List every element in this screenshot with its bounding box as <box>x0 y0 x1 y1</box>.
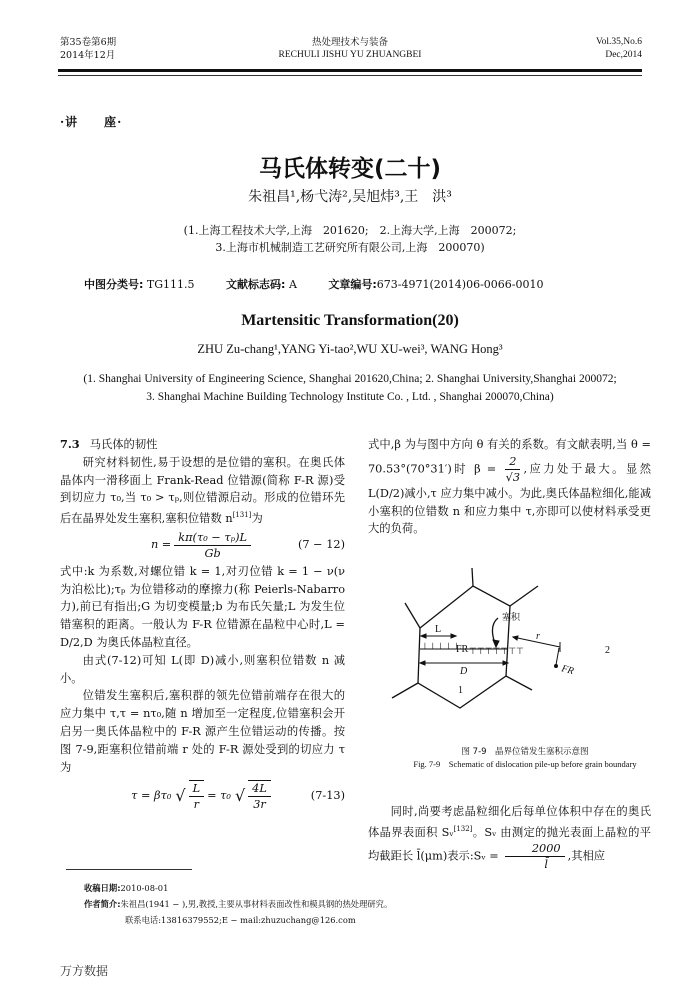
equation-number: (7-13) <box>310 789 345 803</box>
authors-en: ZHU Zu-chang¹,YANG Yi-tao²,WU XU-wei³, WANG Hong³ <box>197 342 503 356</box>
received-value: 2010-08-01 <box>120 883 169 893</box>
fraction-denominator: l̄ <box>544 858 549 872</box>
equation-part: τ = βτ₀ <box>131 789 172 803</box>
equation-part: = τ₀ <box>207 789 231 803</box>
doc-code-value: A <box>288 278 297 291</box>
figure-caption-en: Fig. 7-9 Schematic of dislocation pile-up before grain boundary <box>413 759 637 769</box>
watermark: 万方数据 <box>60 964 109 978</box>
paragraph-text: 研究材料韧性,易于设想的是位错的塞积。在奥氏体晶体内一滑移面上 Frank-Read 位错源(简称 F-R 源)受到切应力 τ₀,当 τ₀ > τₚ,则位错源启动。形成的位错环先后在晶界处发生塞积,塞积位错数 n <box>60 455 345 525</box>
affiliation-en-line1: (1. Shanghai University of Engineering Science, Shanghai 201620,China; 2. Shanghai University,Shanghai 200072; <box>83 373 617 385</box>
volume-issue-cn: 第35卷第6期 <box>60 37 117 48</box>
fraction-denominator: 3r <box>253 798 266 812</box>
footnote-author-bio <box>84 898 392 911</box>
fr-source-right <box>556 648 559 665</box>
section-title: 马氏体的韧性 <box>89 438 158 451</box>
paragraph-text: ,其相应 <box>567 849 606 863</box>
article-no-value: 673-4971(2014)06-0066-0010 <box>376 278 544 291</box>
equation-fraction <box>189 780 205 812</box>
bio-value: 朱祖昌(1941 − ),男,教授,主要从事材料表面改性和模具钢的热处理研究。 <box>120 899 393 909</box>
clc-value: TG111.5 <box>146 278 195 291</box>
affiliation-en-line2: 3. Shanghai Machine Building Technology Institute Co. , Ltd. , Shanghai 200070,China) <box>146 391 554 403</box>
paragraph <box>60 454 345 528</box>
paragraph <box>368 436 651 538</box>
fraction-numerator: L <box>189 781 205 797</box>
svg-text:⊤⊤⊤⊤⊤⊤⊤: ⊤⊤⊤⊤⊤⊤⊤ <box>469 646 524 656</box>
doc-code-label: 文献标志码: <box>226 278 286 291</box>
body-column-right-lower <box>368 803 651 872</box>
boundary-branch <box>510 586 538 606</box>
article-title-en: Martensitic Transformation(20) <box>241 312 459 329</box>
paragraph-text: 同时,尚要考虑晶粒细化后每单位体积中存在的奥氏体晶界表面积 Sᵥ <box>368 805 651 839</box>
paragraph-text: 式中,β 为与图中方向 θ 有关的系数。有文献表明,当 θ = 70.53°(70°31′)时 β = <box>368 438 651 476</box>
paragraph: 由式(7-12)可知 L(即 D)减小,则塞积位错数 n 减小。 <box>60 653 345 685</box>
section-number: 7.3 <box>60 437 80 451</box>
svg-text:⊥⊥⊥⊥⊥: ⊥⊥⊥⊥⊥ <box>421 641 461 651</box>
inline-fraction <box>505 454 520 485</box>
equation-fraction <box>174 530 251 561</box>
paragraph: 式中:k 为系数,对螺位错 k = 1,对刃位错 k = 1 − ν(ν 为泊松比);τₚ 为位错移动的摩擦力(称 Peierls-Nabarro 力),前已有指出;G 为切变模量;b 为布氏矢量;L 为发生位错塞积的距离。一般认为 F-R 位错源在晶粒中心时,L = D/2,D 为奥氏体晶粒直径。 <box>60 564 345 649</box>
fraction-denominator: √3 <box>505 470 521 484</box>
arrow-head <box>451 634 456 638</box>
body-column-left <box>60 436 345 814</box>
label-grain-2: 2 <box>605 645 610 656</box>
authors-cn: 朱祖昌¹,杨弋涛²,吴旭炜³,王 洪³ <box>248 189 452 205</box>
label-L: L <box>435 624 442 635</box>
fraction-numerator: 2000 <box>505 841 564 857</box>
article-no-label: 文章编号: <box>328 278 377 291</box>
paragraph: 位错发生塞积后,塞积群的领先位错前端存在很大的应力集中 τ,τ = nτ₀,随 n 增加至一定程度,位错塞积会开启另一奥氏体晶粒中的 F-R 源产生位错运动的传播。按图 7-9,距塞积位错前端 r 处的 F-R 源处受到的切应力 τ 为 <box>60 689 345 774</box>
equation-lhs: n = <box>150 538 172 552</box>
section-heading <box>60 436 345 454</box>
footnote-contact: 联系电话:13816379552;E − mail:zhuzuchang@126.com <box>125 915 356 925</box>
header-rule-thick <box>58 69 642 72</box>
fraction-denominator: Gb <box>204 546 221 560</box>
fraction-denominator: r <box>193 798 200 812</box>
date-cn: 2014年12月 <box>60 50 116 61</box>
equation-7-13 <box>60 780 345 812</box>
received-label: 收稿日期: <box>84 883 121 893</box>
footnote-received <box>84 882 168 895</box>
date-en: Dec,2014 <box>605 50 642 60</box>
dislocation-symbols <box>421 641 524 656</box>
equation-fraction <box>248 780 271 812</box>
arrow-head <box>513 636 518 640</box>
boundary-branch <box>472 568 473 586</box>
arrow-head <box>420 661 425 665</box>
volume-issue-en: Vol.35,No.6 <box>595 37 642 47</box>
inline-fraction <box>505 841 564 872</box>
figure-caption-cn: 图 7-9 晶界位错发生塞积示意图 <box>461 747 589 757</box>
equation-7-12 <box>60 530 345 561</box>
fraction-numerator: 4L <box>248 781 271 797</box>
paragraph-text: ,应力处于最大。显然 L(D/2)减小,τ 应力集中减小。为此,奥氏体晶粒细化,能减小塞积的位错数 n 和应力集中 τ,亦即可以使材料承受更大的负荷。 <box>368 462 652 536</box>
label-FR-right: FR <box>560 663 575 678</box>
label-r: r <box>536 631 540 642</box>
citation: [132] <box>453 824 473 833</box>
label-FR-left: FR <box>456 644 469 655</box>
label-D: D <box>460 666 468 677</box>
paragraph-text: 为 <box>251 511 263 525</box>
journal-name-en: RECHULI JISHU YU ZHUANGBEI <box>278 50 422 60</box>
footnote-rule <box>66 869 192 870</box>
bio-label: 作者简介: <box>84 899 121 909</box>
header-rule-thin <box>58 75 642 76</box>
equation-number: (7 − 12) <box>297 538 345 552</box>
article-title-cn: 马氏体转变(二十) <box>258 156 442 182</box>
fraction-numerator: 2 <box>505 454 520 470</box>
label-pileup: 塞积 <box>502 613 521 623</box>
affiliation-cn-line2: 3.上海市机械制造工艺研究所有限公司,上海 200070) <box>215 241 485 254</box>
label-grain-1: 1 <box>458 685 463 696</box>
column-tag: ·讲 座· <box>60 115 123 129</box>
running-header-right <box>596 36 642 62</box>
article-metadata <box>84 276 572 292</box>
boundary-branch <box>392 683 418 698</box>
affiliation-cn-line1: (1.上海工程技术大学,上海 201620; 2.上海大学,上海 200072; <box>183 224 517 237</box>
arrow-head <box>421 634 426 638</box>
boundary-branch <box>405 603 420 628</box>
paragraph-text: 。Sᵥ 由测定的抛光表面上晶粒的平均截距长 l̄(μm)表示:Sᵥ = <box>368 825 651 863</box>
citation: [131] <box>232 511 252 520</box>
fraction-numerator: kπ(τ₀ − τₚ)L <box>174 530 251 546</box>
body-column-right <box>368 436 651 538</box>
paragraph <box>368 803 651 872</box>
figure-7-9 <box>380 568 650 728</box>
clc-label: 中图分类号: <box>84 278 144 291</box>
sqrt-icon: √ <box>175 786 186 806</box>
fr-source-point <box>555 665 558 668</box>
sqrt-icon: √ <box>234 786 246 806</box>
boundary-branch <box>506 676 532 690</box>
journal-name-cn: 热处理技术与装备 <box>311 37 388 48</box>
